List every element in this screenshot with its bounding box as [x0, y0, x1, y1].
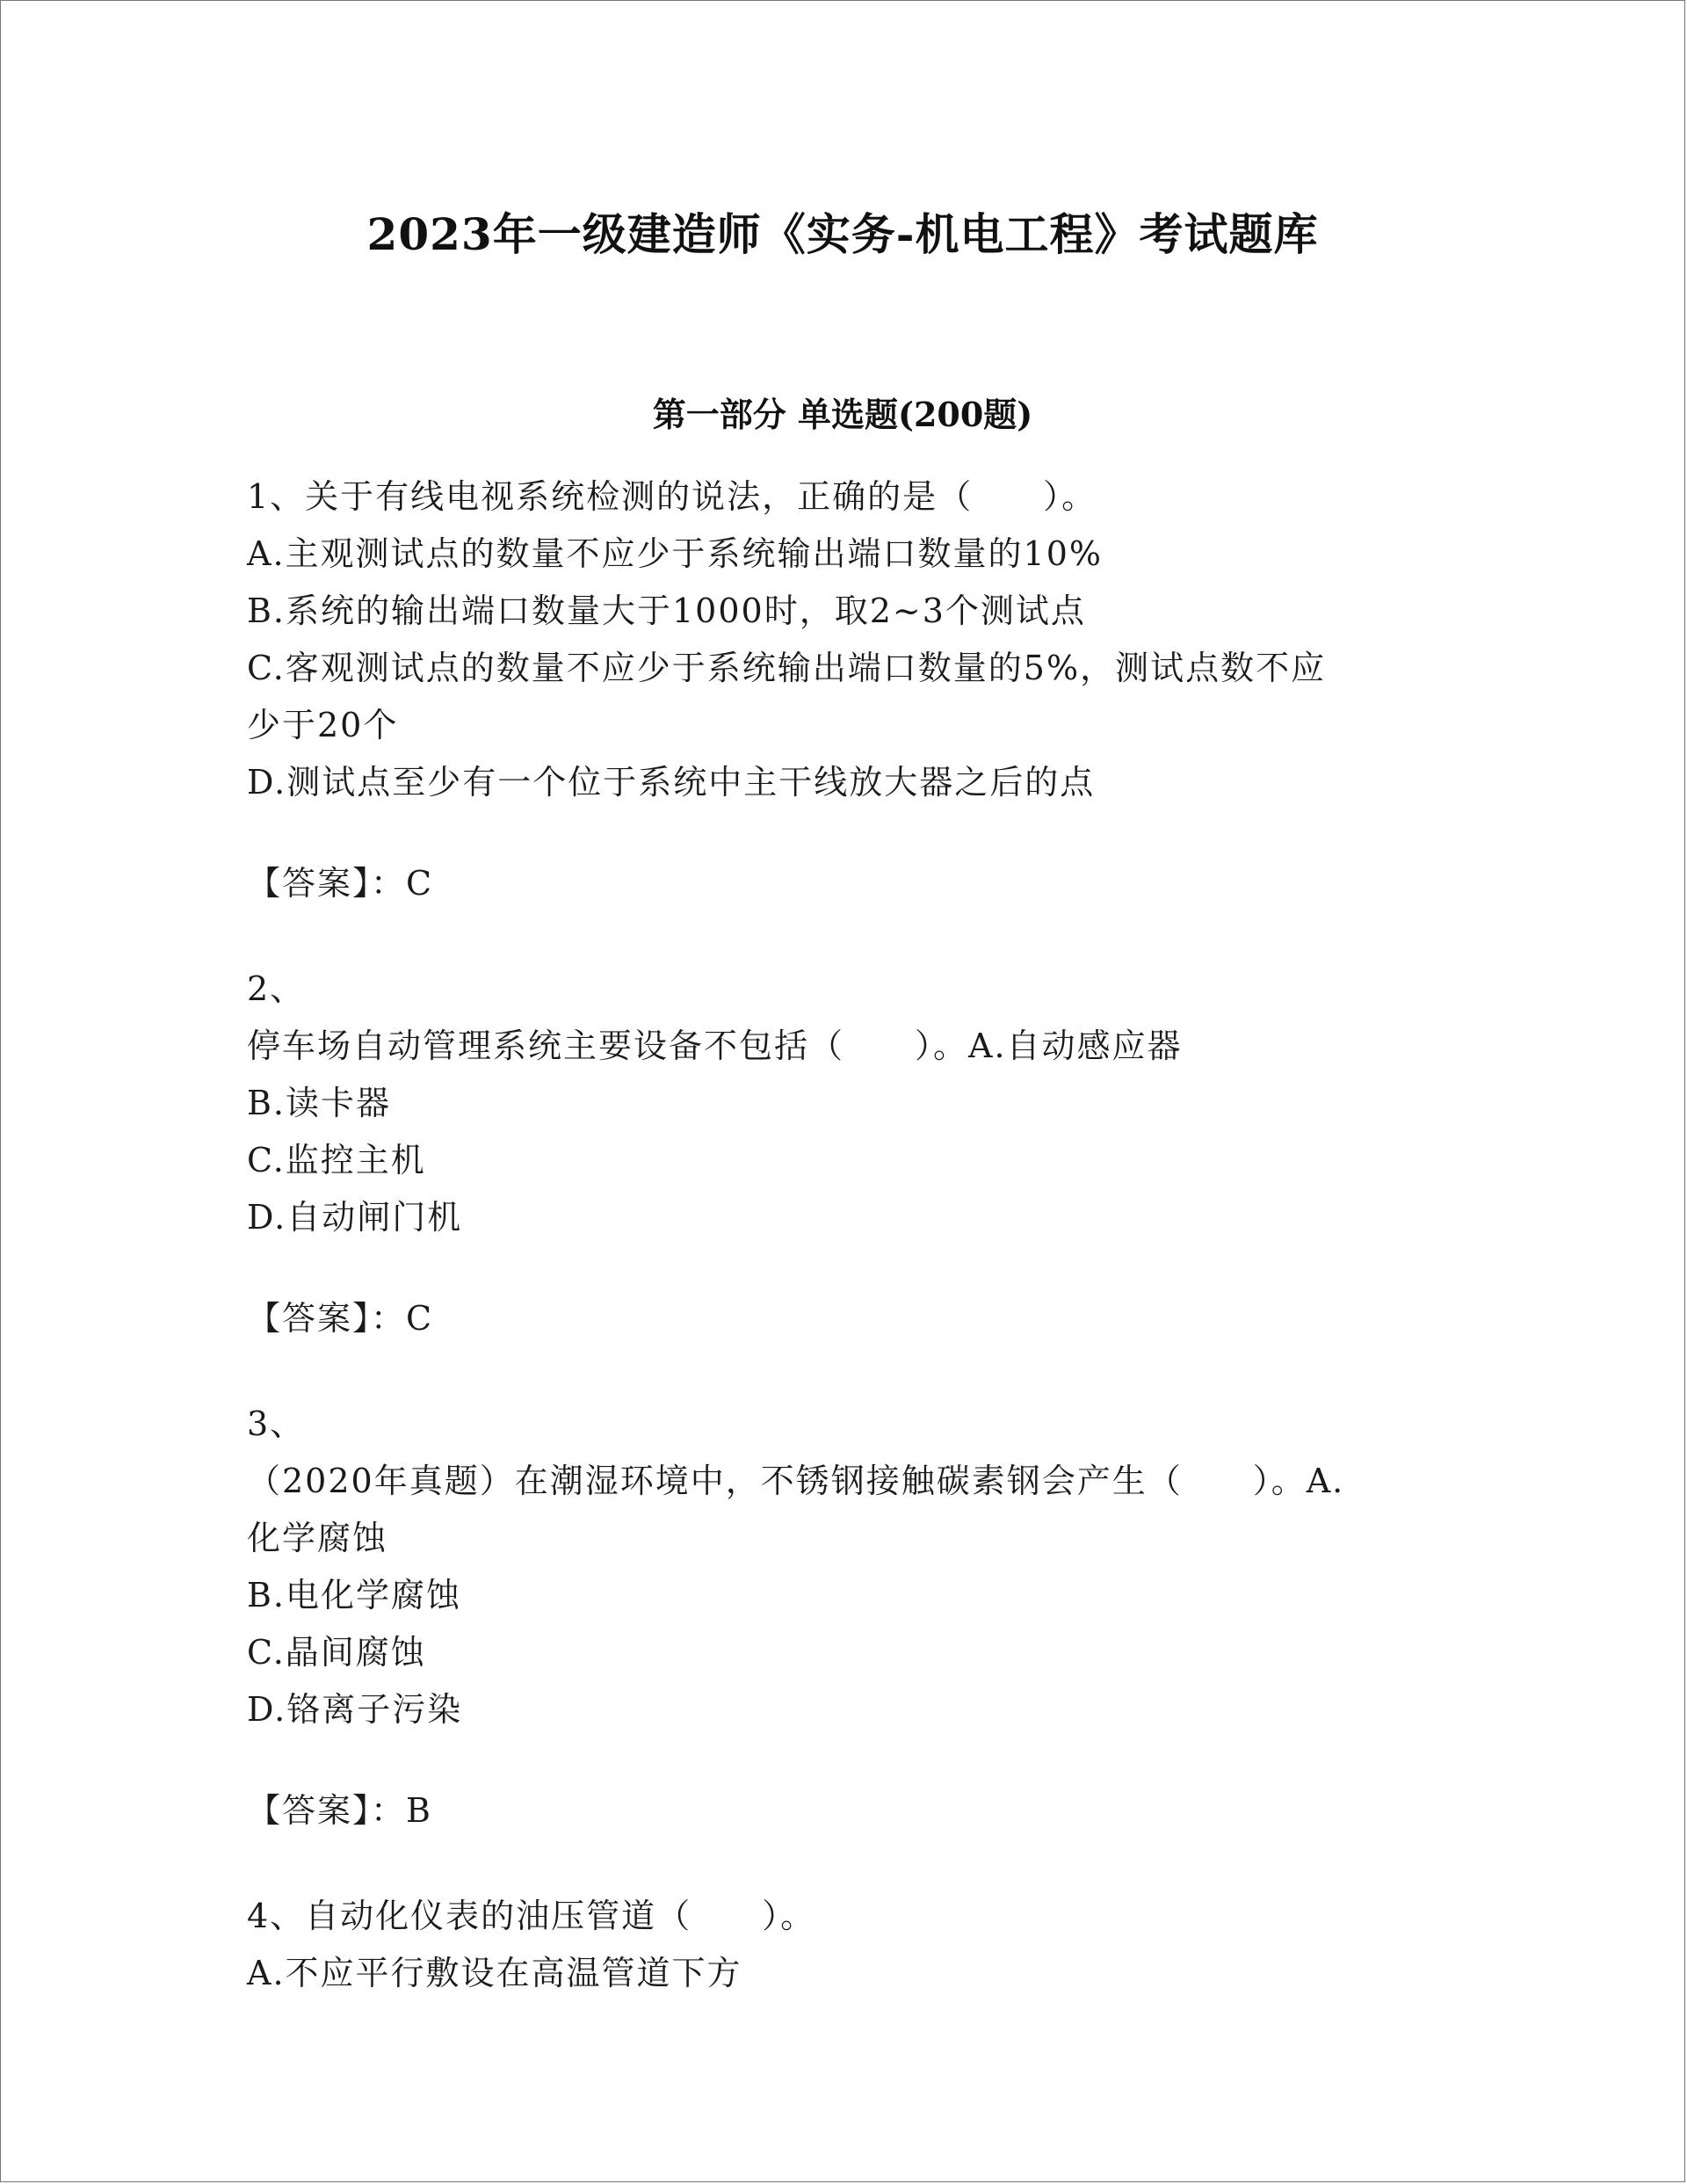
question-1-option-b: B.系统的输出端口数量大于1000时，取2~3个测试点 [247, 591, 1086, 630]
question-1-option-c-cont: 少于20个 [247, 706, 399, 744]
question-2-option-b: B.读卡器 [247, 1084, 392, 1122]
question-3-option-d: D.铬离子污染 [247, 1690, 463, 1729]
question-2-option-c: C.监控主机 [247, 1141, 426, 1179]
question-3-stem: （2020年真题）在潮湿环境中，不锈钢接触碳素钢会产生（ ）。A. [247, 1462, 1345, 1500]
question-3-option-c: C.晶间腐蚀 [247, 1633, 426, 1672]
question-list [247, 468, 1442, 2002]
question-4-option-a: A.不应平行敷设在高温管道下方 [247, 1954, 742, 1992]
question-1-option-a: A.主观测试点的数量不应少于系统输出端口数量的10% [247, 534, 1103, 573]
question-1-answer: 【答案】：C [247, 864, 434, 903]
question-3-option-a-cont: 化学腐蚀 [247, 1519, 388, 1557]
question-3-number: 3、 [247, 1404, 306, 1443]
question-1 [247, 468, 1442, 912]
question-4-stem: 4、自动化仪表的油压管道（ ）。 [247, 1897, 816, 1935]
spacer [247, 1347, 1442, 1396]
section-heading: 第一部分 单选题(200题) [652, 395, 1033, 434]
question-3 [247, 1396, 1442, 1839]
question-3-option-b: B.电化学腐蚀 [247, 1576, 462, 1614]
question-2-answer: 【答案】：C [247, 1299, 434, 1338]
question-2-option-d: D.自动闸门机 [247, 1198, 463, 1237]
spacer [247, 1839, 1442, 1888]
document-title: 2023年一级建造师《实务-机电工程》考试题库 [366, 208, 1319, 260]
question-1-option-c: C.客观测试点的数量不应少于系统输出端口数量的5%，测试点数不应 [247, 649, 1327, 687]
question-2-number: 2、 [247, 969, 306, 1008]
question-1-option-d: D.测试点至少有一个位于系统中主干线放大器之后的点 [247, 763, 1096, 802]
question-4 [247, 1888, 1442, 2002]
question-2-stem: 停车场自动管理系统主要设备不包括（ ）。A.自动感应器 [247, 1027, 1183, 1065]
question-1-stem: 1、关于有线电视系统检测的说法，正确的是（ ）。 [247, 477, 1097, 516]
spacer [247, 912, 1442, 961]
question-3-answer: 【答案】：B [247, 1791, 432, 1830]
question-2 [247, 961, 1442, 1347]
